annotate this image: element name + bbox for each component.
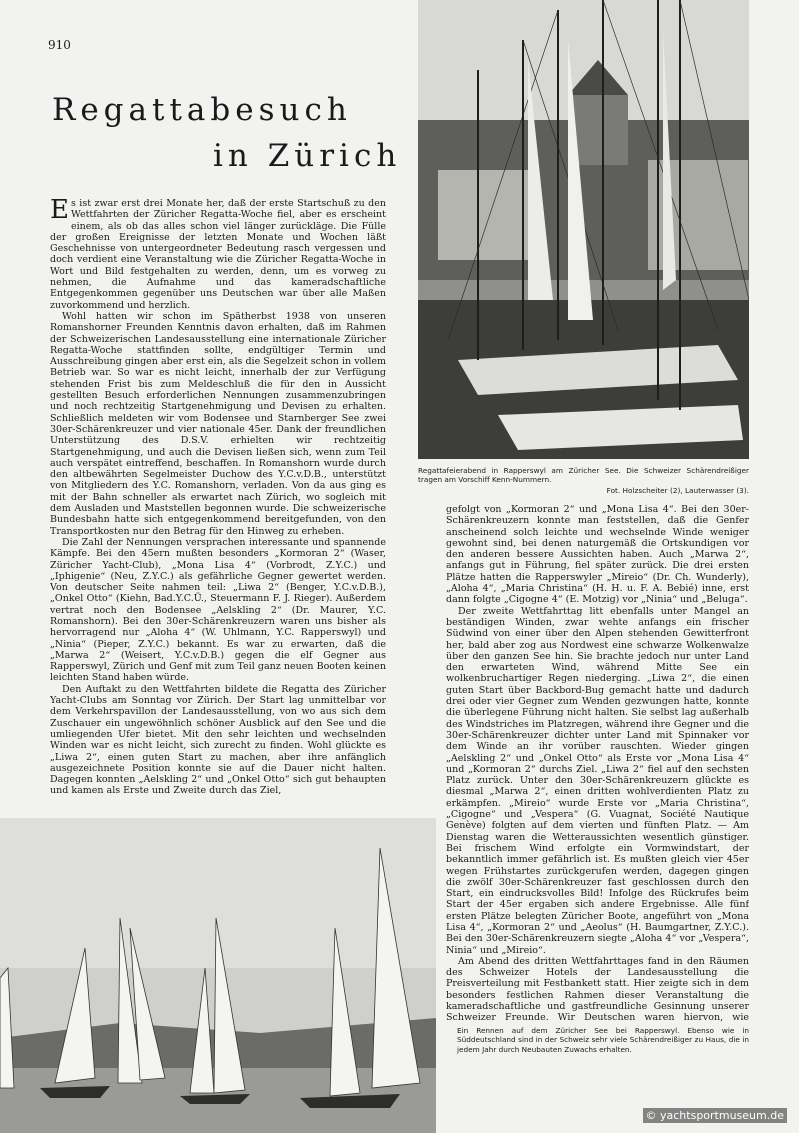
harbor-photo-caption: Regattafeierabend in Rapperswyl am Züricher See. Die Schweizer Schärendreißiger tragen am Vorschiff Kenn-Nummern. xyxy=(418,466,749,485)
page-number: 910 xyxy=(48,38,71,52)
article-column-left xyxy=(50,198,386,808)
article-title-line1: Regattabesuch xyxy=(52,92,352,128)
paragraph: Wohl hatten wir schon im Spätherbst 1938 von unseren Romanshorner Freunden Kenntnis davon erhalten, daß im Rahmen der Schweizerischen Landesausstellung eine internationale Züricher Regatta-Woche stattfinden sollte, endgültiger Termin und Ausschreibung gingen aber erst ein, als die Segelzeit schon in vollem Betrieb war. So war es nicht leicht, innerhalb der zur Verfügung stehenden Frist bis zum Meldeschluß die für den in Aussicht gestellten Besuch erforderlichen Nennungen zusammenzubringen und noch rechtzeitig Startgenehmigung und Devisen zu erhalten. Schließlich meldeten wir vom Bodensee und Starnberger See zwei 30er-Schärenkreuzer und vier nationale 45er. Dank der freundlichen Unterstützung des D.S.V. erhielten wir rechtzeitig Startgenehmigung, und auch die Devisen ließen sich, wenn zum Teil auch verspätet eintreffend, beschaffen. In Romanshorn wurde durch den altbewährten Segelmeister Duchow des Y.C.v.D.B., unterstützt von Mitgliedern des Y.C. Romanshorn, verladen. Von da aus ging es mit der Bahn schneller als erwartet nach Zürich, wo sogleich mit dem Ausladen und Maststellen begonnen wurde. Die schweizerische Bundesbahn hatte sich entgegenkommend bereitgefunden, von den Transportkosten nur den Betrag für den Hinweg zu erheben. xyxy=(50,310,386,537)
paragraph: Den Auftakt zu den Wettfahrten bildete die Regatta des Züricher Yacht-Clubs am Sonntag vor Zürich. Der Start lag unmittelbar vor dem Verkehrspavillon der Landesausstellung, von wo aus sich dem Zuschauer ein ungewöhnlich schöner Ausblick auf den See und die umliegenden Ufer bietet. Mit den sehr leichten und wechselnden Winden war es nicht leicht, sich zurecht zu finden. Wohl glückte es „Liwa 2“, einen guten Start zu machen, aber ihre anfänglich ausgezeichnete Position konnte sie auf die Dauer nicht halten. Dagegen konnten „Aelskling 2“ und „Onkel Otto“ sich gut behaupten und kamen als Erste und Zweite durch das Ziel, xyxy=(50,683,386,797)
paragraph: gefolgt von „Kormoran 2“ und „Mona Lisa 4“. Bei den 30er-Schärenkreuzern konnte man feststellen, daß die Genfer anscheinend solch leichte und wechselnde Winde weniger gewohnt sind, bei denen naturgemäß die Ortskundigen vor den anderen bessere Aussichten haben. Auch „Marwa 2“, anfangs gut in Führung, fiel später zurück. Die drei ersten Plätze hatten die Rapperswyler „Mireio“ (Dr. Ch. Wunderly), „Aloha 4“, „Maria Christina“ (H. H. u. F. A. Bebié) inne, erst dann folgte „Cigogne 4“ (E. Motzig) vor „Ninia“ und „Beluga“. xyxy=(446,504,749,606)
watermark: © yachtsportmuseum.de xyxy=(643,1108,787,1123)
harbor-photo xyxy=(418,0,749,459)
sailing-race-photo xyxy=(0,818,436,1133)
article-title-line2: in Zürich xyxy=(213,138,402,174)
paragraph: Die Zahl der Nennungen versprachen interessante und spannende Kämpfe. Bei den 45ern mußten besonders „Kormoran 2“ (Waser, Züricher Yacht-Club), „Mona Lisa 4“ (Vorbrodt, Z.Y.C.) und „Iphigenie“ (Neu, Z.Y.C.) als gefährliche Gegner gewertet werden. Von deutscher Seite nahmen teil: „Liwa 2“ (Benger, Y.C.v.D.B.), „Onkel Otto“ (Kiehn, Bad.Y.C.Ü., Steuermann F. J. Rieger). Außerdem vertrat noch den Bodensee „Aelskling 2“ (Dr. Maurer, Y.C. Romanshorn). Bei den 30er-Schärenkreuzern waren uns bisher als hervorragend nur „Aloha 4“ (W. Uhlmann, Y.C. Rapperswyl) und „Ninia“ (Pieper, Z.Y.C.) bekannt. Es war zu erwarten, daß die „Marwa 2“ (Weisert, Y.C.v.D.B.) gegen die elf Gegner aus Rapperswyl, Zürich und Genf mit zum Teil ganz neuen Booten keinen leichten Stand haben würde. xyxy=(50,536,386,684)
paragraph: s ist zwar erst drei Monate her, daß der erste Startschuß zu den Wettfahrten der Züricher Regatta-Woche fiel, aber es erscheint einem, als ob das alles schon viel länger zurückläge. Die Fülle der großen Ereignisse der letzten Monate und Wochen läßt Geschehnisse von untergeordneter Bedeutung rasch vergessen und doch verdient eine Veranstaltung wie die Züricher Regatta-Woche in Wort und Bild festgehalten zu werden, denn, um es vorweg zu nehmen, die Aufnahme und das kameradschaftliche Entgegenkommen gegenüber uns Deutschen war über alle Maßen zuvorkommend und herzlich. xyxy=(50,198,386,311)
paragraph: Der zweite Wettfahrttag litt ebenfalls unter Mangel an beständigen Winden, zwar wehte anfangs ein frischer Südwind von einer über den Alpen stehenden Gewitterfront her, bald aber zog aus Nordwest eine schwarze Wolkenwalze über den ganzen See hin. Sie brachte jedoch nur unter Land den erwarteten Wind, während Mitte See ein wolkenbruchartiger Regen niederging. „Liwa 2“, die einen guten Start über Backbord-Bug gemacht hatte und dadurch drei oder vier Gegner zum Wenden gezwungen hatte, konnte die überlegene Führung nicht halten. Sie selbst lag außerhalb des Windstriches im Platzregen, während ihre Gegner und die 30er-Schärenkreuzer dichter unter Land mit Spinnaker vor dem Winde an ihr vorüber rauschten. Wieder gingen „Aelskling 2“ und „Onkel Otto“ als Erste vor „Mona Lisa 4“ und „Kormoran 2“ durchs Ziel. „Liwa 2“ fiel auf den sechsten Platz zurück. Unter den 30er-Schärenkreuzern glückte es diesmal „Marwa 2“, einen dritten wohlverdienten Platz zu erkämpfen. „Mireio“ wurde Erste vor „Maria Christina“, „Cigogne“ und „Vespera“ (G. Vuagnat, Société Nautique Genève) folgten auf dem vierten und fünften Platz. — Am Dienstag waren die Wetteraussichten wesentlich günstiger. Bei frischem Wind erfolgte ein Vormwindstart, der bekanntlich immer gefährlich ist. Es mußten gleich vier 45er wegen Frühstartes zurückgerufen werden, dagegen gingen die zwölf 30er-Schärenkreuzer fast geschlossen durch den Start, ein eindrucksvolles Bild! Infolge des Rückrufes beim Start der 45er ergaben sich andere Ergebnisse. Alle fünf ersten Plätze belegten Züricher Boote, angeführt von „Mona Lisa 4“, „Kormoran 2“ und „Aeolus“ (H. Baumgartner, Z.Y.C.). Bei den 30er-Schärenkreuzern siegte „Aloha 4“ vor „Vespera“, Ninia“ und „Mireio“. xyxy=(446,605,749,956)
drop-cap: E xyxy=(50,198,69,225)
article-column-right xyxy=(446,504,749,1024)
race-photo-caption: Ein Rennen auf dem Züricher See bei Rapperswyl. Ebenso wie in Süddeutschland sind in der Schweiz sehr viele Schärendreißiger zu Haus, die in jedem Jahr durch Neubauten Zuwachs erhalten. xyxy=(457,1026,749,1054)
photo-credit: Fot. Holzscheiter (2), Lauterwasser (3). xyxy=(606,486,749,495)
paragraph: Am Abend des dritten Wettfahrttages fand in den Räumen des Schweizer Hotels der Landesausstellung die Preisverteilung mit Festbankett statt. Hier zeigte sich in dem besonders festlichen Rahmen dieser Veranstaltung die kameradschaftliche und gastfreundliche Gesinnung unserer Schweizer Freunde. Wir Deutschen waren hiervon, wie xyxy=(446,955,749,1024)
